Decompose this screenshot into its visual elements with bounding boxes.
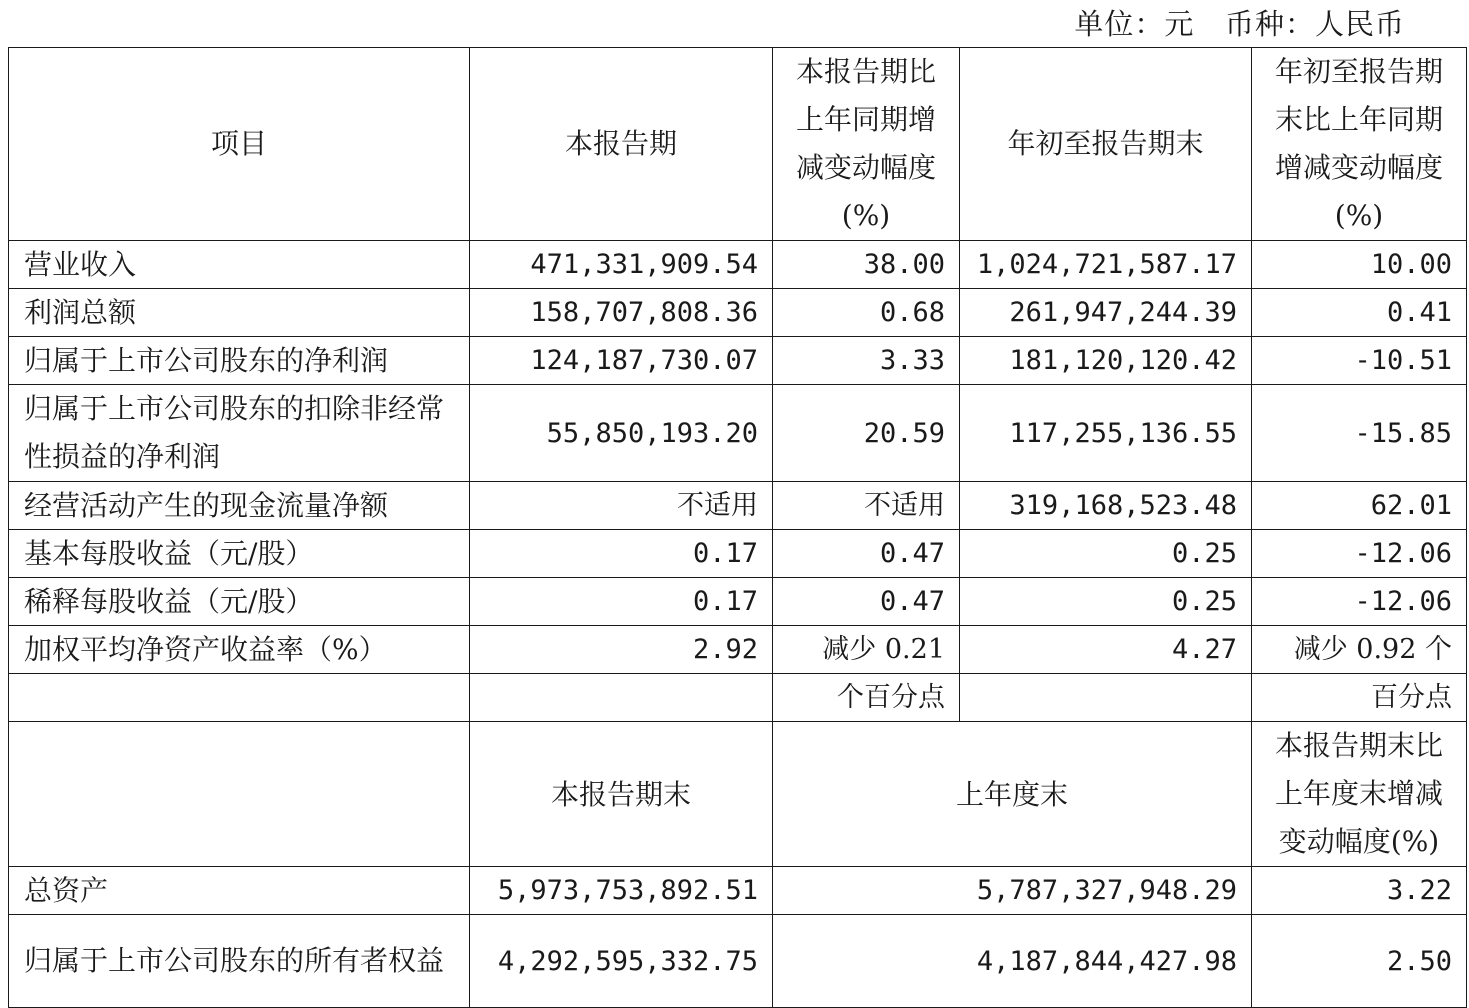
cell-current: 158,707,808.36	[470, 289, 773, 337]
cell-ytd-change: 10.00	[1252, 241, 1467, 289]
cell-change: 2.50	[1252, 915, 1467, 1008]
currency-unit-note: 单位：元 币种：人民币	[1074, 7, 1405, 41]
cell-current-change: 0.47	[773, 530, 960, 578]
table-row	[9, 578, 1467, 626]
table-row	[9, 482, 1467, 530]
row-label: 归属于上市公司股东的扣除非经常性损益的净利润	[9, 385, 470, 482]
col-header-item-2	[9, 722, 470, 867]
cell-ytd: 1,024,721,587.17	[960, 241, 1252, 289]
cell-current-change: 0.47	[773, 578, 960, 626]
cell-ytd-change: 0.41	[1252, 289, 1467, 337]
cell-ytd-change: 减少 0.92 个	[1252, 626, 1467, 674]
cell-ytd	[960, 674, 1252, 722]
col-header-change: 本报告期末比上年度末增减变动幅度(%)	[1252, 722, 1467, 867]
col-header-item: 项目	[9, 48, 470, 241]
table-row	[9, 241, 1467, 289]
table-row-continuation	[9, 674, 1467, 722]
cell-ytd: 319,168,523.48	[960, 482, 1252, 530]
cell-current: 0.17	[470, 530, 773, 578]
cell-current-change: 20.59	[773, 385, 960, 482]
table-row	[9, 289, 1467, 337]
cell-change: 3.22	[1252, 867, 1467, 915]
cell-ytd: 0.25	[960, 578, 1252, 626]
table-row	[9, 530, 1467, 578]
cell-current-change: 减少 0.21	[773, 626, 960, 674]
cell-prior-year-end: 5,787,327,948.29	[773, 867, 1252, 915]
cell-period-end: 5,973,753,892.51	[470, 867, 773, 915]
col-header-ytd: 年初至报告期末	[960, 48, 1252, 241]
row-label: 基本每股收益（元/股）	[9, 530, 470, 578]
cell-current: 55,850,193.20	[470, 385, 773, 482]
cell-ytd-change: 62.01	[1252, 482, 1467, 530]
col-header-current-change: 本报告期比上年同期增减变动幅度(%)	[773, 48, 960, 241]
cell-ytd-change: -12.06	[1252, 530, 1467, 578]
cell-ytd: 4.27	[960, 626, 1252, 674]
row-label: 稀释每股收益（元/股）	[9, 578, 470, 626]
col-header-current-period: 本报告期	[470, 48, 773, 241]
row-label: 营业收入	[9, 241, 470, 289]
table-row	[9, 915, 1467, 1008]
table-row	[9, 867, 1467, 915]
col-header-period-end: 本报告期末	[470, 722, 773, 867]
cell-current: 不适用	[470, 482, 773, 530]
cell-period-end: 4,292,595,332.75	[470, 915, 773, 1008]
row-label: 利润总额	[9, 289, 470, 337]
cell-current-change: 3.33	[773, 337, 960, 385]
cell-current-change: 0.68	[773, 289, 960, 337]
cell-ytd: 117,255,136.55	[960, 385, 1252, 482]
cell-current-change: 38.00	[773, 241, 960, 289]
row-label: 归属于上市公司股东的所有者权益	[9, 915, 470, 1008]
cell-prior-year-end: 4,187,844,427.98	[773, 915, 1252, 1008]
row-label	[9, 674, 470, 722]
table1-header-row	[9, 48, 1467, 241]
cell-ytd: 181,120,120.42	[960, 337, 1252, 385]
cell-current-change: 个百分点	[773, 674, 960, 722]
cell-current	[470, 674, 773, 722]
cell-current: 471,331,909.54	[470, 241, 773, 289]
cell-current: 124,187,730.07	[470, 337, 773, 385]
row-label: 总资产	[9, 867, 470, 915]
table-row	[9, 626, 1467, 674]
cell-ytd: 261,947,244.39	[960, 289, 1252, 337]
cell-ytd: 0.25	[960, 530, 1252, 578]
table2-header-row	[9, 722, 1467, 867]
financial-data-table	[8, 47, 1467, 1008]
cell-ytd-change: -10.51	[1252, 337, 1467, 385]
row-label: 归属于上市公司股东的净利润	[9, 337, 470, 385]
table-row	[9, 385, 1467, 482]
cell-current: 2.92	[470, 626, 773, 674]
row-label: 加权平均净资产收益率（%）	[9, 626, 470, 674]
cell-ytd-change: 百分点	[1252, 674, 1467, 722]
col-header-ytd-change: 年初至报告期末比上年同期增减变动幅度(%)	[1252, 48, 1467, 241]
table-row	[9, 337, 1467, 385]
cell-ytd-change: -15.85	[1252, 385, 1467, 482]
cell-current-change: 不适用	[773, 482, 960, 530]
col-header-prior-year-end: 上年度末	[773, 722, 1252, 867]
row-label: 经营活动产生的现金流量净额	[9, 482, 470, 530]
cell-ytd-change: -12.06	[1252, 578, 1467, 626]
cell-current: 0.17	[470, 578, 773, 626]
